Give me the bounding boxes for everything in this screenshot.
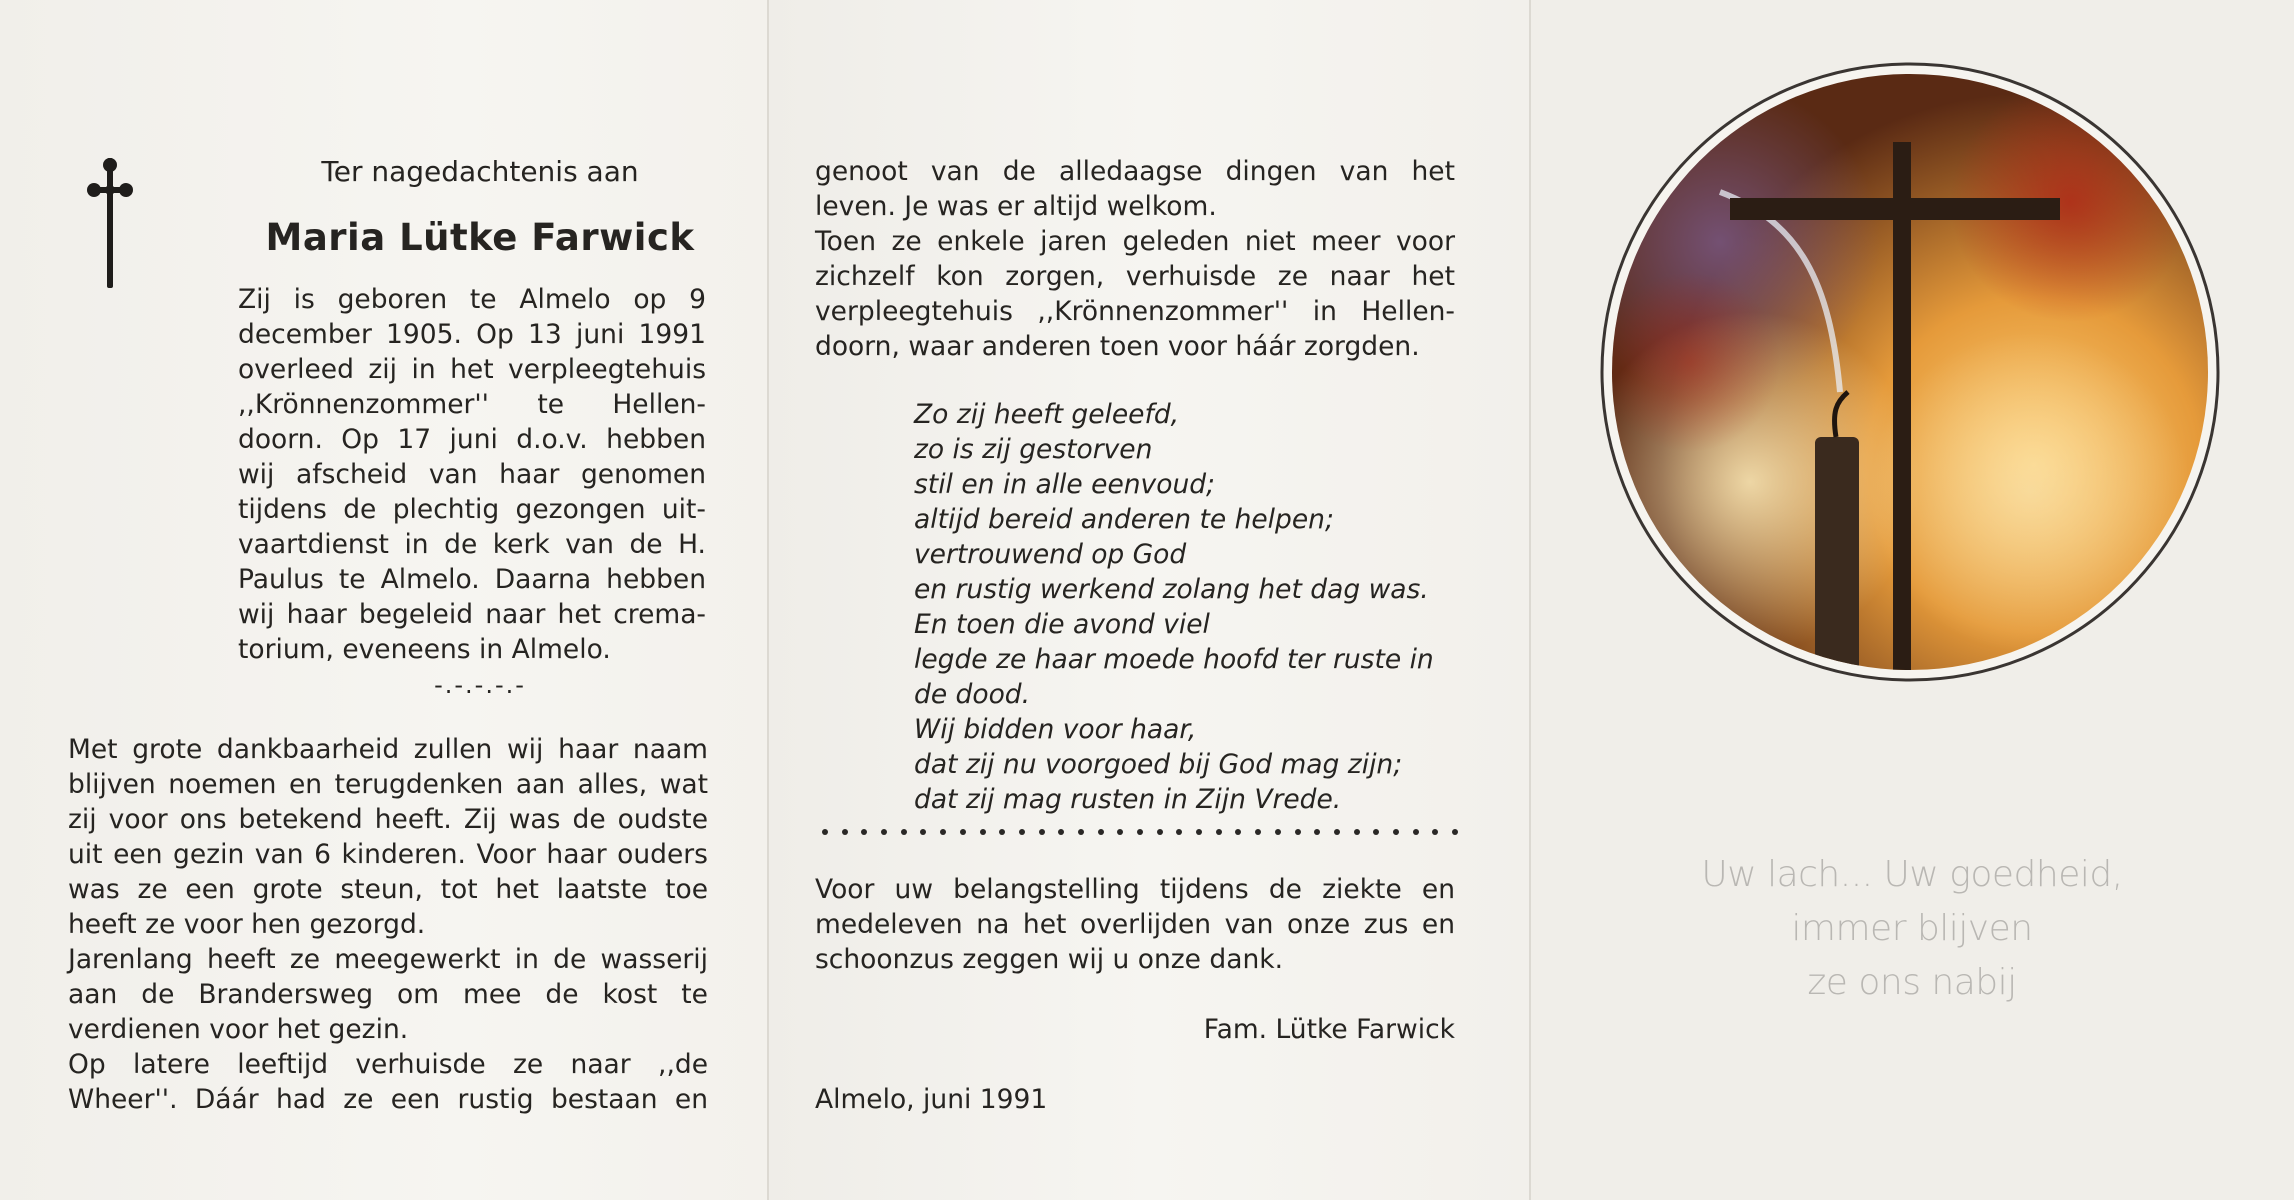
poem-line: Zo zij heeft geleefd,: [914, 399, 1180, 430]
bio-line: wij afscheid van haar genomen: [238, 459, 706, 490]
divider-dot: [1019, 829, 1025, 835]
poem-line: zo is zij gestorven: [914, 434, 1153, 465]
divider-dot: [861, 829, 867, 835]
fold-line: [1529, 0, 1531, 1200]
bio-line: doorn. Op 17 juni d.o.v. hebben: [238, 424, 706, 455]
bio-line: Zij is geboren te Almelo op 9: [238, 284, 706, 315]
fold-line: [767, 0, 769, 1200]
poem-line: dat zij mag rusten in Zijn Vrede.: [914, 784, 1342, 815]
poem-line: dat zij nu voorgoed bij God mag zijn;: [914, 749, 1403, 780]
poem-line: vertrouwend op God: [914, 539, 1187, 570]
divider-dot: [980, 829, 986, 835]
story-line: zichzelf kon zorgen, verhuisde ze naar het: [815, 261, 1455, 292]
intro-text: Ter nagedachtenis aan: [321, 155, 639, 188]
story-line: genoot van de alledaagse dingen van het: [815, 156, 1455, 187]
story-line: Toen ze enkele jaren geleden niet meer voor: [815, 226, 1455, 257]
divider-dot: [1413, 829, 1419, 835]
divider-dot: [1334, 829, 1340, 835]
bio-text: [238, 282, 706, 667]
divider-dot: [881, 829, 887, 835]
thanks-line: schoonzus zeggen wij u onze dank.: [815, 944, 1284, 975]
story-line: heeft ze voor hen gezorgd.: [68, 909, 426, 940]
story-line: aan de Brandersweg om mee de kost te: [68, 979, 708, 1010]
divider-dot: [1039, 829, 1045, 835]
poem-line: Wij bidden voor haar,: [914, 714, 1197, 745]
bio-line: overleed zij in het verpleegtehuis: [238, 354, 706, 385]
divider-dot: [1176, 829, 1182, 835]
bio-line: tijdens de plechtig gezongen uit-: [238, 494, 706, 525]
story-line: Wheer''. Dáár had ze een rustig bestaan en: [68, 1084, 708, 1115]
divider-dot: [1255, 829, 1261, 835]
divider-dot: [1235, 829, 1241, 835]
poem-line: En toen die avond viel: [914, 609, 1210, 640]
divider-dot: [842, 829, 848, 835]
divider-dot: [999, 829, 1005, 835]
cross-candle-photo: [1600, 62, 2220, 682]
poem-line: legde ze haar moede hoofd ter ruste in: [914, 644, 1434, 675]
story-line: verdienen voor het gezin.: [68, 1014, 409, 1045]
divider-dot: [940, 829, 946, 835]
divider-dot: [1373, 829, 1379, 835]
thanks-line: medeleven na het overlijden van onze zus en: [815, 909, 1455, 940]
divider-dot: [1393, 829, 1399, 835]
poem-line: stil en in alle eenvoud;: [914, 469, 1215, 500]
divider-dot: [901, 829, 907, 835]
deceased-name: Maria Lütke Farwick: [265, 216, 695, 259]
divider-dot: [1058, 829, 1064, 835]
story-line: leven. Je was er altijd welkom.: [815, 191, 1217, 222]
bio-line: ,,Krönnenzommer'' te Hellen-: [238, 389, 706, 420]
bio-line: vaartdienst in de kerk van de H.: [238, 529, 706, 560]
story-line: was ze een grote steun, tot het laatste toe: [68, 874, 708, 905]
divider-dot: [1196, 829, 1202, 835]
story-line: doorn, waar anderen toen voor háár zorgden.: [815, 331, 1420, 362]
thanks-line: Voor uw belangstelling tijdens de ziekte en: [815, 874, 1455, 905]
cross-icon: [86, 158, 134, 288]
signature: Fam. Lütke Farwick: [1203, 1014, 1455, 1045]
divider-dot: [960, 829, 966, 835]
bio-line: Paulus te Almelo. Daarna hebben: [238, 564, 706, 595]
divider-dot: [1216, 829, 1222, 835]
poem-line: de dood.: [914, 679, 1031, 710]
divider-dot: [1098, 829, 1104, 835]
bio-line: wij haar begeleid naar het crema-: [238, 599, 706, 630]
divider-dot: [1432, 829, 1438, 835]
divider-dot: [1137, 829, 1143, 835]
dotted-divider: [822, 826, 1458, 838]
divider-dot: [1275, 829, 1281, 835]
divider-dot: [920, 829, 926, 835]
divider-dot: [1157, 829, 1163, 835]
divider-dot: [1117, 829, 1123, 835]
story-line: Op latere leeftijd verhuisde ze naar ,,de: [68, 1049, 708, 1080]
story-line: blijven noemen en terugdenken aan alles, wat: [68, 769, 708, 800]
divider-dot: [1078, 829, 1084, 835]
story-line: verpleegtehuis ,,Krönnenzommer'' in Hellen-: [815, 296, 1455, 327]
divider-dot: [1295, 829, 1301, 835]
bio-line: torium, eveneens in Almelo.: [238, 634, 611, 665]
quote: [1560, 848, 2264, 1010]
quote-line: Uw lach... Uw goedheid,: [1701, 854, 2123, 895]
poem: [914, 397, 1454, 817]
quote-line: ze ons nabij: [1807, 962, 2017, 1003]
story-continued-text: [815, 154, 1455, 364]
divider-dot: [1314, 829, 1320, 835]
thanks-text: [815, 872, 1455, 977]
divider-dot: [1452, 829, 1458, 835]
poem-line: en rustig werkend zolang het dag was.: [914, 574, 1429, 605]
story-text: [68, 732, 708, 1117]
poem-line: altijd bereid anderen te helpen;: [914, 504, 1334, 535]
divider-dot: [1354, 829, 1360, 835]
bio-line: december 1905. Op 13 juni 1991: [238, 319, 706, 350]
story-line: Jarenlang heeft ze meegewerkt in de wasserij: [68, 944, 708, 975]
separator: -.-.-.-.-: [434, 671, 526, 699]
quote-line: immer blijven: [1791, 908, 2033, 949]
story-line: uit een gezin van 6 kinderen. Voor haar ouders: [68, 839, 708, 870]
place-date: Almelo, juni 1991: [815, 1084, 1048, 1115]
story-line: Met grote dankbaarheid zullen wij haar naam: [68, 734, 708, 765]
divider-dot: [822, 829, 828, 835]
story-line: zij voor ons betekend heeft. Zij was de oudste: [68, 804, 708, 835]
